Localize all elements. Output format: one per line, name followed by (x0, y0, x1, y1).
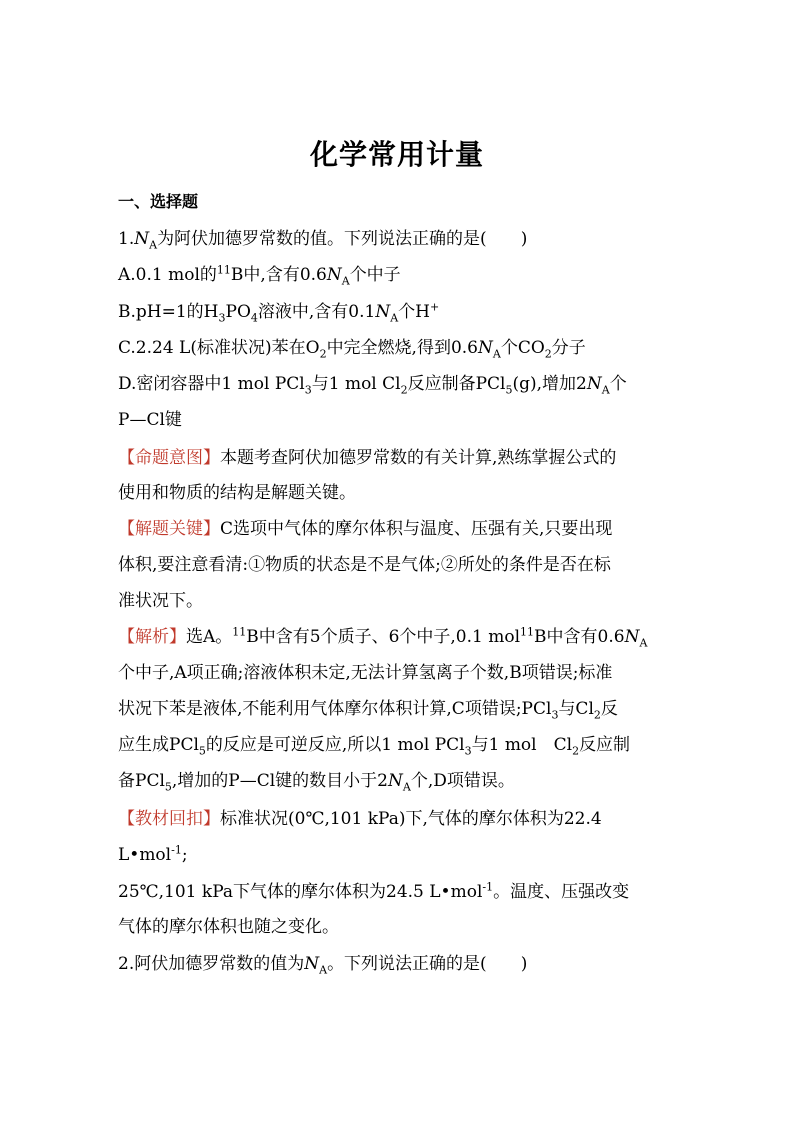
question-1-stem: $1.N_A$为阿伏加德罗常数的值。下列说法正确的是( ) (118, 229, 528, 252)
textbook-tag: 【教材回扣】 (118, 809, 220, 829)
textbook-line-2: L•mol$^{-1}$; (118, 843, 188, 865)
analysis-line-3: 状况下苯是液体,不能利用气体摩尔体积计算,C项错误;PCl$_3$与$Cl_2$反 (118, 699, 618, 722)
option-d-cont: P—Cl键 (118, 410, 182, 430)
analysis-line-2: 个中子,A项正确;溶液体积未定,无法计算氢离子个数,B项错误;标准 (118, 663, 613, 683)
question-2-stem: 2.阿伏加德罗常数的值为$N_A$。下列说法正确的是( ) (118, 954, 528, 977)
page-title: 化学常用计量 (309, 138, 484, 171)
key-line-3: 准状况下。 (118, 591, 203, 611)
textbook-line-4: 气体的摩尔体积也随之变化。 (118, 917, 339, 937)
analysis-line-5: 备PCl$_5$,增加的P—Cl键的数目小于$2N_A$个,D项错误。 (118, 771, 515, 794)
section-heading: 一、选择题 (118, 192, 199, 211)
analysis-tag: 【解析】 (118, 627, 186, 647)
intent-tag: 【命题意图】 (118, 448, 220, 468)
textbook-line-3: 25℃,101 kPa下气体的摩尔体积为24.5 L•mol$^{-1}$。温度、压强改变 (118, 880, 630, 902)
intent-line-2: 使用和物质的结构是解题关键。 (118, 483, 356, 503)
textbook-paragraph: 【教材回扣】标准状况(0℃,101 kPa)下,气体的摩尔体积为22.4 (118, 809, 602, 829)
analysis-line-4: 应生成PCl$_5$的反应是可逆反应,所以1 mol PCl$_3$与1 mol $Cl_2$反应制 (118, 735, 631, 758)
option-d: D.密闭容器中1 mol PCl$_3$与1 mol $Cl_2$反应制备PCl$_5$(g),增加$2N_A$个 (118, 374, 627, 397)
intent-paragraph: 【命题意图】本题考查阿伏加德罗常数的有关计算,熟练掌握公式的 (118, 448, 617, 468)
option-b: B.pH=1的$H_3PO_4$溶液中,含有$0.1N_A$个H+ (118, 300, 440, 325)
option-a: A.0.1 mol的$^{11}$B中,含有$0.6N_A$个中子 (118, 263, 401, 288)
key-line-2: 体积,要注意看清:①物质的状态是不是气体;②所处的条件是否在标 (118, 555, 611, 575)
key-paragraph: 【解题关键】C选项中气体的摩尔体积与温度、压强有关,只要出现 (118, 519, 613, 539)
analysis-paragraph: 【解析】选A。$^{11}$B中含有5个质子、6个中子,0.1 mol$^{11}$B中含有$0.6N_A$ (118, 625, 648, 650)
key-tag: 【解题关键】 (118, 519, 220, 539)
option-c: C.2.24 L(标准状况)苯在$O_2$中完全燃烧,得到$0.6N_A$个$CO_2$分子 (118, 338, 586, 361)
